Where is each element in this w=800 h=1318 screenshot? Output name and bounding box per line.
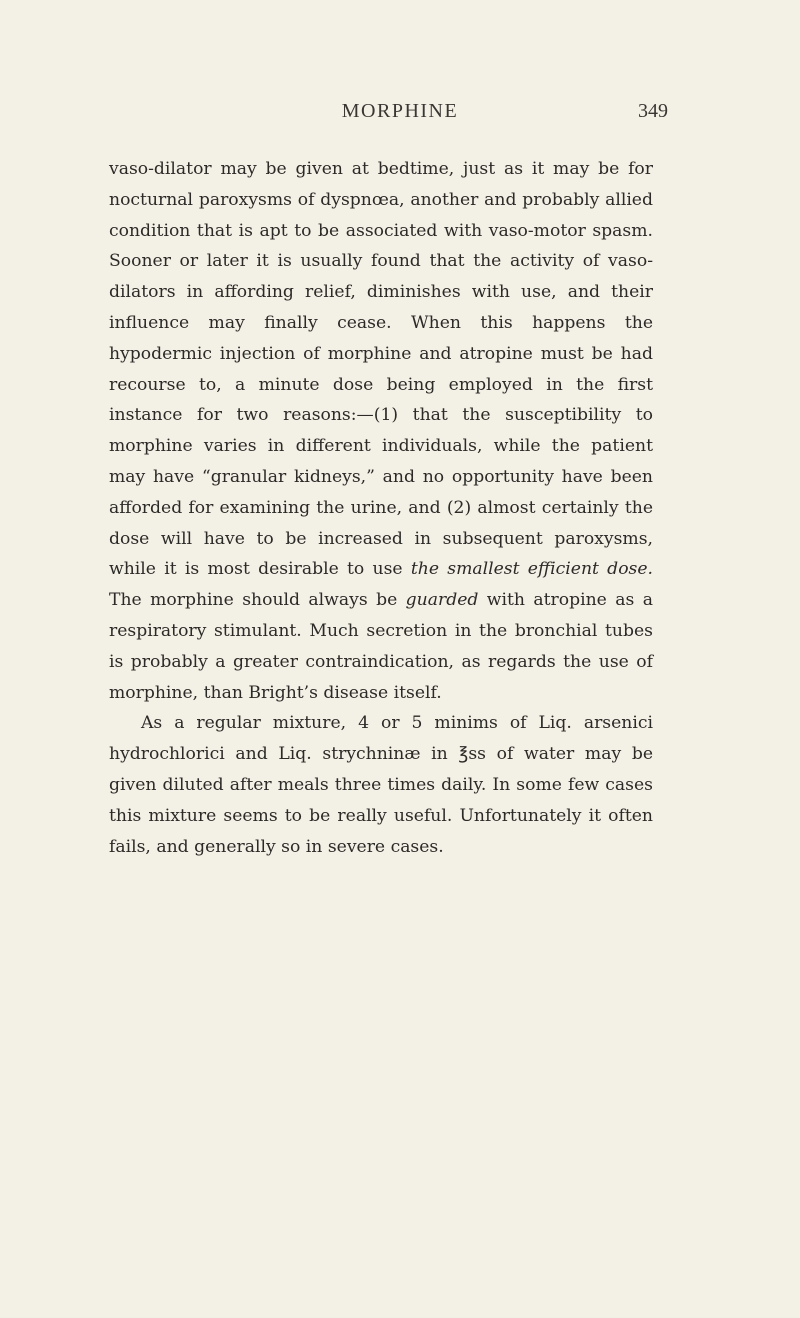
paragraph-text: vaso-dilator may be given at bedtime, just as it may be for nocturnal paroxysms of dyspnœa, another and probably allied condition that is apt to be associated with vaso-motor spasm. Sooner or later it is usually found that the activity of vasodilators in affording relief, diminishes with use, and their influence may finally cease. When this happens the hypodermic injection of morphine and atropine must be had recourse to, a minute dose being employed in the first instance for two reasons:—(1) that the susceptibility to morphine varies in different individuals, while the patient may have “granular kidneys,” and no opportunity have been afforded for examining the urine, and (2) almost certainly the dose will have to be increased in subsequent paroxysms, while it is most desirable to use (109, 159, 653, 580)
paragraph-text: As a regular mixture, 4 or 5 minims of Liq. arsenici hydrochlorici and Liq. strychninæ in ℥ss of water may be given diluted after meals three times daily. In some few cases this mixture seems to be really useful. Unfortunately it often fails, and generally so in severe cases. (109, 713, 653, 857)
italic-word-guarded: guarded (405, 590, 479, 611)
running-head (0, 100, 800, 128)
paragraph-regular-mixture (109, 708, 653, 862)
page-number: 349 (638, 100, 668, 122)
body-text (109, 154, 653, 862)
paragraph-text: The morphine should always be (109, 590, 406, 611)
paragraph-morphine-dosing (109, 154, 653, 708)
running-title: MORPHINE (341, 100, 459, 122)
paragraph-text: with atropine as a respiratory stimulant. Much secretion in the bronchial tubes is probably a greater contraindication, as regards the use of morphine, than Bright’s disease itself. (109, 590, 653, 703)
italic-phrase-smallest-dose: the smallest efficient dose. (410, 559, 653, 580)
